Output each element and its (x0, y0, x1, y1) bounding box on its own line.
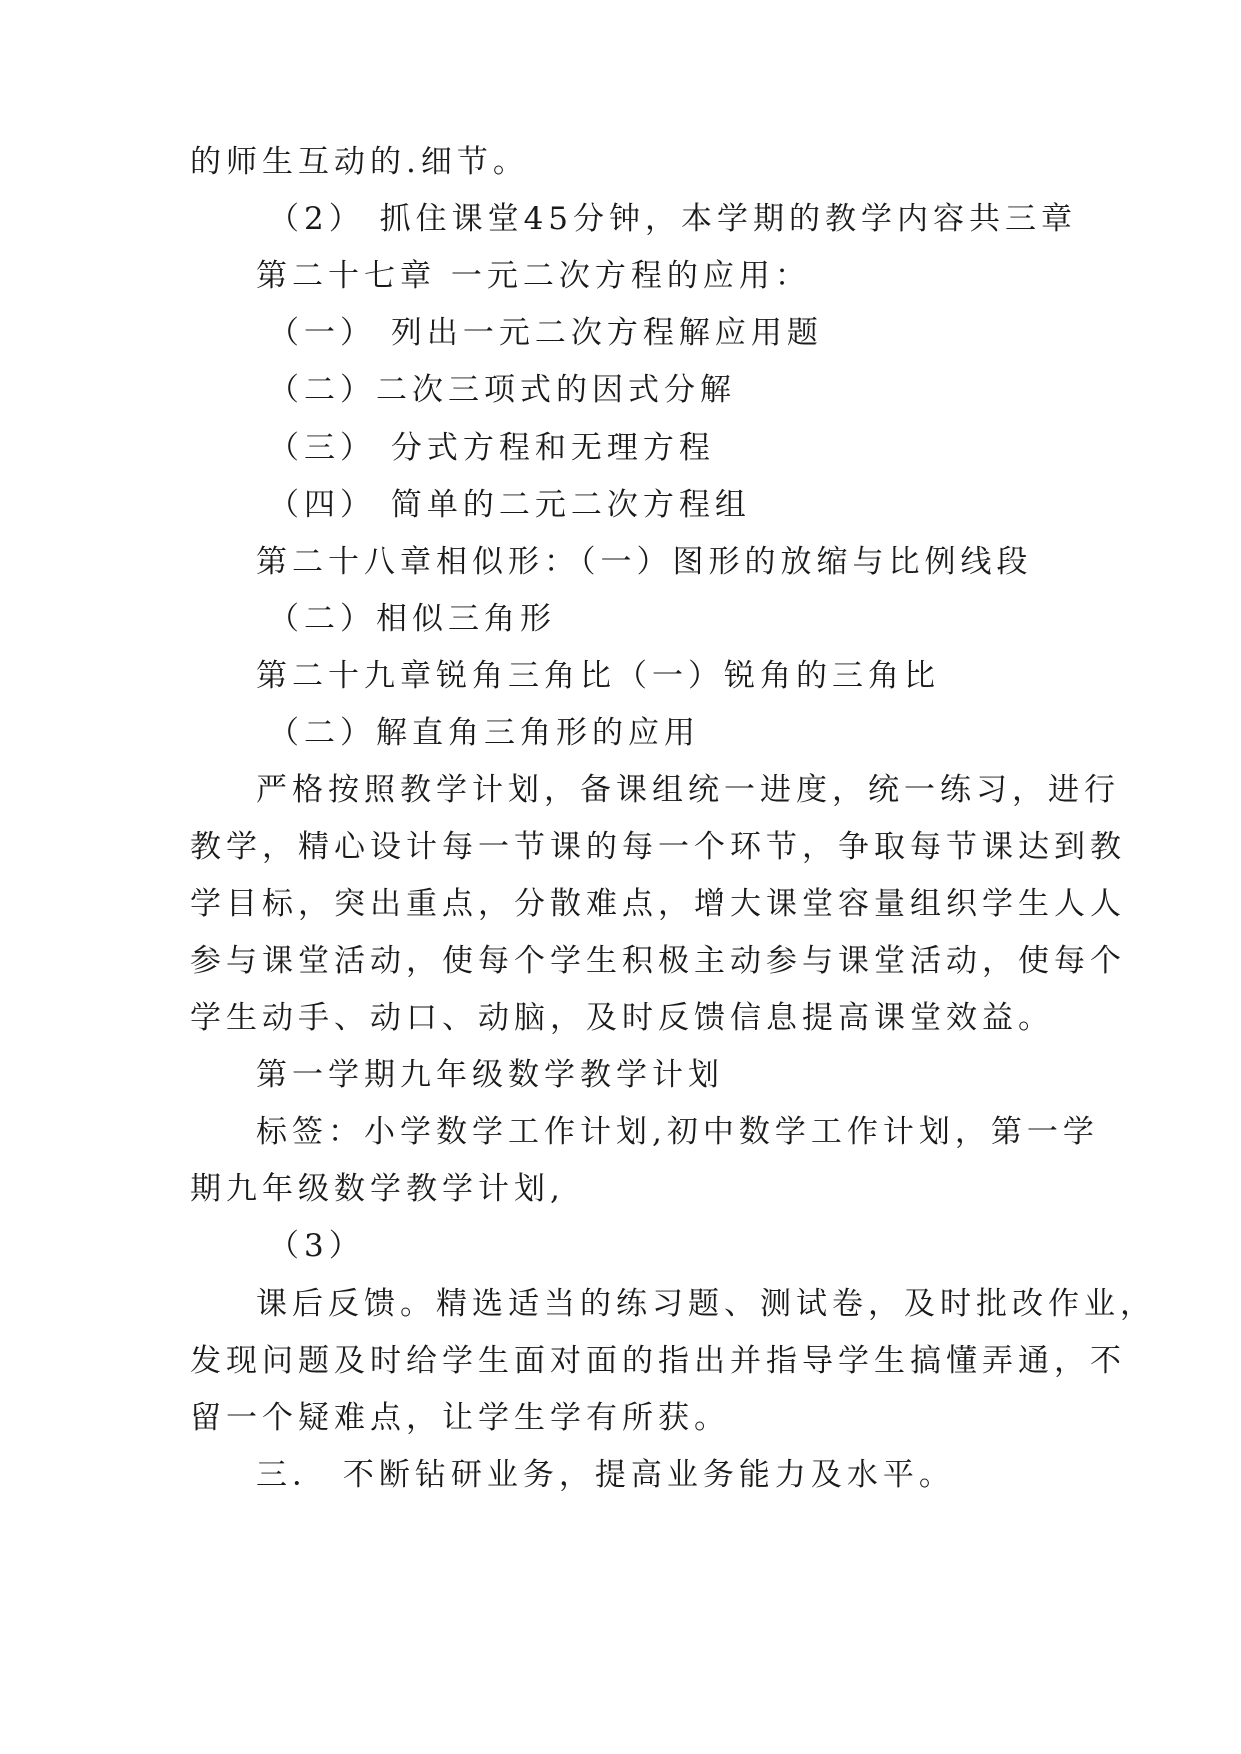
text-line: （四） 简单的二元二次方程组 (268, 487, 751, 523)
text-line: （一） 列出一元二次方程解应用题 (268, 315, 823, 351)
text-line: 留一个疑难点，让学生学有所获。 (190, 1400, 730, 1436)
text-line: 课后反馈。精选适当的练习题、测试卷，及时批改作业， (256, 1286, 1156, 1322)
text-line: 三． 不断钻研业务，提高业务能力及水平。 (256, 1457, 955, 1493)
text-line: 发现问题及时给学生面对面的指出并指导学生搞懂弄通，不 (190, 1343, 1126, 1379)
text-line: 的师生互动的.细节。 (190, 144, 529, 180)
text-line: （二）相似三角形 (268, 601, 556, 637)
text-line: 学生动手、动口、动脑，及时反馈信息提高课堂效益。 (190, 1000, 1054, 1036)
text-line: 第二十八章相似形：（一）图形的放缩与比例线段 (256, 544, 1033, 580)
text-line: 学目标，突出重点，分散难点，增大课堂容量组织学生人人 (190, 886, 1126, 922)
text-line: 严格按照教学计划，备课组统一进度，统一练习，进行 (256, 772, 1120, 808)
text-line: （2） 抓住课堂45分钟，本学期的教学内容共三章 (268, 201, 1078, 237)
text-line: 参与课堂活动，使每个学生积极主动参与课堂活动，使每个 (190, 943, 1126, 979)
text-line: 标签：小学数学工作计划,初中数学工作计划，第一学 (256, 1114, 1099, 1150)
text-line: （三） 分式方程和无理方程 (268, 430, 715, 466)
text-line: 第二十九章锐角三角比（一）锐角的三角比 (256, 658, 940, 694)
text-line: 期九年级数学教学计划, (190, 1171, 565, 1207)
text-line: 第一学期九年级数学教学计划 (256, 1057, 724, 1093)
text-line: 教学，精心设计每一节课的每一个环节，争取每节课达到教 (190, 829, 1126, 865)
text-line: （3） (268, 1228, 365, 1264)
text-line: 第二十七章 一元二次方程的应用： (256, 258, 811, 294)
text-line: （二）二次三项式的因式分解 (268, 372, 736, 408)
text-line: （二）解直角三角形的应用 (268, 715, 700, 751)
